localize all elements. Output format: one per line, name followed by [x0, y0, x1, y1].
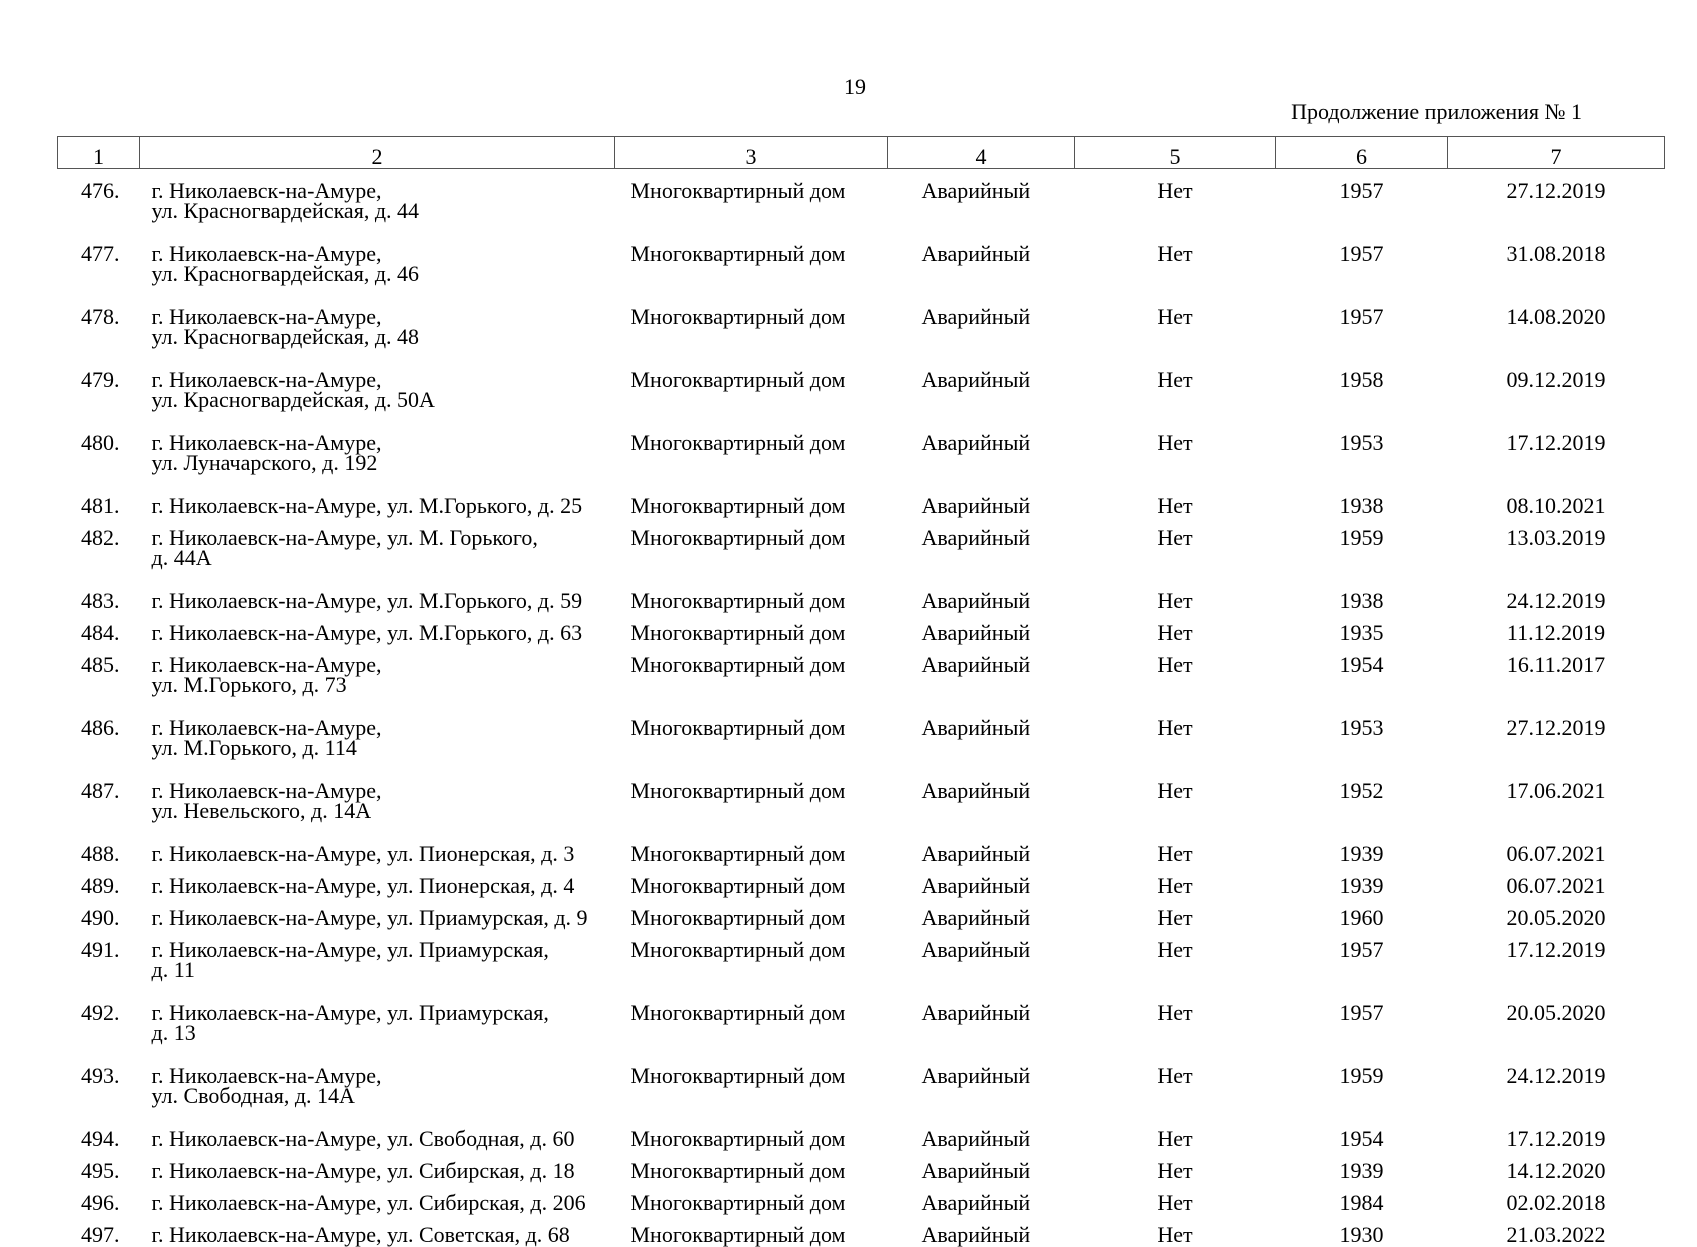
address-cell — [140, 643, 615, 706]
condition-cell: Аварийный — [921, 778, 1031, 803]
address-line: ул. Красногвардейская, д. 46 — [151, 261, 420, 286]
flag-cell: Нет — [1157, 525, 1193, 550]
address-cell — [140, 169, 615, 233]
address-line: ул. Свободная, д. 14А — [151, 1083, 355, 1108]
address-line: г. Николаевск-на-Амуре, — [151, 304, 382, 329]
address-cell — [140, 611, 615, 643]
address-cell — [140, 1149, 615, 1181]
table-row — [58, 769, 1665, 832]
building-type-cell: Многоквартирный дом — [630, 905, 846, 930]
flag-cell: Нет — [1157, 873, 1193, 898]
condition-cell: Аварийный — [921, 178, 1031, 203]
address-cell — [140, 232, 615, 295]
address-cell — [140, 864, 615, 896]
address-cell — [140, 1054, 615, 1117]
condition-cell: Аварийный — [921, 1000, 1031, 1025]
date-cell: 09.12.2019 — [1506, 367, 1606, 392]
address-line: ул. Красногвардейская, д. 44 — [151, 198, 420, 223]
year-built-cell: 1954 — [1339, 1126, 1384, 1151]
flag-cell: Нет — [1157, 620, 1193, 645]
address-line: г. Николаевск-на-Амуре, — [151, 778, 382, 803]
condition-cell: Аварийный — [921, 304, 1031, 329]
building-type-cell: Многоквартирный дом — [630, 1126, 846, 1151]
year-built-cell: 1957 — [1339, 241, 1384, 266]
address-cell — [140, 358, 615, 421]
condition-cell: Аварийный — [921, 588, 1031, 613]
table-row — [58, 864, 1665, 896]
date-cell: 17.12.2019 — [1506, 937, 1606, 962]
address-line: г. Николаевск-на-Амуре, ул. Свободная, д. 60 — [151, 1126, 575, 1151]
date-cell: 20.05.2020 — [1506, 1000, 1606, 1025]
building-type-cell: Многоквартирный дом — [630, 304, 846, 329]
row-number: 489. — [81, 873, 120, 898]
flag-cell: Нет — [1157, 937, 1193, 962]
table-row — [58, 1149, 1665, 1181]
building-type-cell: Многоквартирный дом — [630, 493, 846, 518]
row-number: 476. — [81, 178, 120, 203]
column-header: 3 — [615, 137, 888, 169]
flag-cell: Нет — [1157, 1126, 1193, 1151]
page-number: 19 — [844, 74, 866, 99]
row-number: 482. — [81, 525, 120, 550]
building-type-cell: Многоквартирный дом — [630, 1190, 846, 1215]
building-type-cell: Многоквартирный дом — [630, 178, 846, 203]
flag-cell: Нет — [1157, 178, 1193, 203]
year-built-cell: 1959 — [1339, 1063, 1384, 1088]
address-cell — [140, 896, 615, 928]
row-number: 488. — [81, 841, 120, 866]
address-line: г. Николаевск-на-Амуре, — [151, 367, 382, 392]
building-type-cell: Многоквартирный дом — [630, 430, 846, 455]
building-type-cell: Многоквартирный дом — [630, 620, 846, 645]
date-cell: 11.12.2019 — [1506, 620, 1606, 645]
address-line: г. Николаевск-на-Амуре, — [151, 241, 382, 266]
row-number: 478. — [81, 304, 120, 329]
flag-cell: Нет — [1157, 778, 1193, 803]
column-header: 7 — [1448, 137, 1665, 169]
building-type-cell: Многоквартирный дом — [630, 1158, 846, 1183]
flag-cell: Нет — [1157, 1000, 1193, 1025]
address-cell — [140, 579, 615, 611]
year-built-cell: 1930 — [1339, 1222, 1384, 1247]
address-line: г. Николаевск-на-Амуре, ул. Сибирская, д. 18 — [151, 1158, 575, 1183]
flag-cell: Нет — [1157, 241, 1193, 266]
year-built-cell: 1938 — [1339, 493, 1384, 518]
date-cell: 17.12.2019 — [1506, 430, 1606, 455]
building-type-cell: Многоквартирный дом — [630, 588, 846, 613]
address-line: г. Николаевск-на-Амуре, — [151, 1063, 382, 1088]
flag-cell: Нет — [1157, 304, 1193, 329]
address-cell — [140, 706, 615, 769]
address-line: г. Николаевск-на-Амуре, ул. Сибирская, д. 206 — [151, 1190, 586, 1215]
address-line: ул. М.Горького, д. 73 — [151, 672, 347, 697]
row-number: 484. — [81, 620, 120, 645]
building-type-cell: Многоквартирный дом — [630, 778, 846, 803]
condition-cell: Аварийный — [921, 1063, 1031, 1088]
table-row — [58, 232, 1665, 295]
building-type-cell: Многоквартирный дом — [630, 367, 846, 392]
address-line: г. Николаевск-на-Амуре, — [151, 652, 382, 677]
address-line: ул. Луначарского, д. 192 — [151, 450, 378, 475]
year-built-cell: 1953 — [1339, 715, 1384, 740]
table-row — [58, 169, 1665, 233]
address-cell — [140, 484, 615, 516]
column-header: 5 — [1075, 137, 1276, 169]
row-number: 492. — [81, 1000, 120, 1025]
table-row — [58, 579, 1665, 611]
table-header-row — [58, 137, 1665, 169]
address-line: г. Николаевск-на-Амуре, ул. Пионерская, д. 3 — [151, 841, 575, 866]
condition-cell: Аварийный — [921, 873, 1031, 898]
address-line: д. 11 — [151, 957, 195, 982]
date-cell: 24.12.2019 — [1506, 588, 1606, 613]
year-built-cell: 1954 — [1339, 652, 1384, 677]
condition-cell: Аварийный — [921, 1158, 1031, 1183]
table-row — [58, 928, 1665, 991]
address-line: г. Николаевск-на-Амуре, ул. М.Горького, д. 25 — [151, 493, 583, 518]
address-cell — [140, 516, 615, 579]
year-built-cell: 1939 — [1339, 873, 1384, 898]
building-type-cell: Многоквартирный дом — [630, 937, 846, 962]
year-built-cell: 1957 — [1339, 1000, 1384, 1025]
year-built-cell: 1957 — [1339, 178, 1384, 203]
row-number: 477. — [81, 241, 120, 266]
table-row — [58, 1213, 1665, 1245]
table-body — [58, 169, 1665, 1246]
column-header: 4 — [888, 137, 1075, 169]
address-cell — [140, 1181, 615, 1213]
address-line: г. Николаевск-на-Амуре, ул. М. Горького, — [151, 525, 538, 550]
address-cell — [140, 421, 615, 484]
address-line: г. Николаевск-на-Амуре, — [151, 430, 382, 455]
year-built-cell: 1935 — [1339, 620, 1384, 645]
table-row — [58, 706, 1665, 769]
column-header: 6 — [1276, 137, 1448, 169]
building-type-cell: Многоквартирный дом — [630, 1222, 846, 1247]
condition-cell: Аварийный — [921, 1126, 1031, 1151]
row-number: 493. — [81, 1063, 120, 1088]
condition-cell: Аварийный — [921, 367, 1031, 392]
condition-cell: Аварийный — [921, 493, 1031, 518]
address-line: ул. Невельского, д. 14А — [151, 798, 372, 823]
table-row — [58, 1181, 1665, 1213]
flag-cell: Нет — [1157, 652, 1193, 677]
column-header: 2 — [140, 137, 615, 169]
date-cell: 31.08.2018 — [1506, 241, 1606, 266]
address-cell — [140, 832, 615, 864]
building-type-cell: Многоквартирный дом — [630, 1000, 846, 1025]
building-type-cell: Многоквартирный дом — [630, 1063, 846, 1088]
condition-cell: Аварийный — [921, 620, 1031, 645]
row-number: 481. — [81, 493, 120, 518]
address-line: г. Николаевск-на-Амуре, ул. М.Горького, д. 63 — [151, 620, 583, 645]
row-number: 487. — [81, 778, 120, 803]
flag-cell: Нет — [1157, 367, 1193, 392]
flag-cell: Нет — [1157, 430, 1193, 455]
condition-cell: Аварийный — [921, 715, 1031, 740]
address-line: г. Николаевск-на-Амуре, ул. Советская, д. 68 — [151, 1222, 570, 1247]
year-built-cell: 1952 — [1339, 778, 1384, 803]
row-number: 486. — [81, 715, 120, 740]
condition-cell: Аварийный — [921, 1190, 1031, 1215]
address-line: ул. М.Горького, д. 114 — [151, 735, 357, 760]
year-built-cell: 1939 — [1339, 841, 1384, 866]
condition-cell: Аварийный — [921, 937, 1031, 962]
flag-cell: Нет — [1157, 1063, 1193, 1088]
date-cell: 13.03.2019 — [1506, 525, 1606, 550]
condition-cell: Аварийный — [921, 652, 1031, 677]
date-cell: 06.07.2021 — [1506, 873, 1606, 898]
year-built-cell: 1939 — [1339, 1158, 1384, 1183]
table-row — [58, 358, 1665, 421]
flag-cell: Нет — [1157, 1222, 1193, 1247]
flag-cell: Нет — [1157, 493, 1193, 518]
building-type-cell: Многоквартирный дом — [630, 241, 846, 266]
row-number: 496. — [81, 1190, 120, 1215]
appendix-continuation-label: Продолжение приложения № 1 — [1291, 99, 1582, 124]
address-cell — [140, 769, 615, 832]
row-number: 497. — [81, 1222, 120, 1247]
condition-cell: Аварийный — [921, 841, 1031, 866]
date-cell: 20.05.2020 — [1506, 905, 1606, 930]
date-cell: 14.12.2020 — [1506, 1158, 1606, 1183]
flag-cell: Нет — [1157, 1190, 1193, 1215]
date-cell: 16.11.2017 — [1506, 652, 1606, 677]
condition-cell: Аварийный — [921, 241, 1031, 266]
date-cell: 06.07.2021 — [1506, 841, 1606, 866]
date-cell: 02.02.2018 — [1506, 1190, 1606, 1215]
flag-cell: Нет — [1157, 588, 1193, 613]
address-line: г. Николаевск-на-Амуре, ул. Приамурская, — [151, 937, 549, 962]
table-row — [58, 1054, 1665, 1117]
address-line: г. Николаевск-на-Амуре, — [151, 178, 382, 203]
row-number: 483. — [81, 588, 120, 613]
condition-cell: Аварийный — [921, 905, 1031, 930]
row-number: 494. — [81, 1126, 120, 1151]
year-built-cell: 1953 — [1339, 430, 1384, 455]
year-built-cell: 1957 — [1339, 937, 1384, 962]
condition-cell: Аварийный — [921, 430, 1031, 455]
flag-cell: Нет — [1157, 1158, 1193, 1183]
housing-registry-table — [57, 136, 1665, 1245]
date-cell: 17.06.2021 — [1506, 778, 1606, 803]
building-type-cell: Многоквартирный дом — [630, 525, 846, 550]
year-built-cell: 1958 — [1339, 367, 1384, 392]
table-row — [58, 516, 1665, 579]
row-number: 491. — [81, 937, 120, 962]
row-number: 490. — [81, 905, 120, 930]
table-row — [58, 896, 1665, 928]
table-row — [58, 643, 1665, 706]
address-line: д. 13 — [151, 1020, 196, 1045]
year-built-cell: 1960 — [1339, 905, 1384, 930]
table-row — [58, 421, 1665, 484]
year-built-cell: 1938 — [1339, 588, 1384, 613]
address-line: г. Николаевск-на-Амуре, — [151, 715, 382, 740]
table-row — [58, 1117, 1665, 1149]
address-line: г. Николаевск-на-Амуре, ул. Приамурская, д. 9 — [151, 905, 588, 930]
address-cell — [140, 295, 615, 358]
year-built-cell: 1957 — [1339, 304, 1384, 329]
building-type-cell: Многоквартирный дом — [630, 841, 846, 866]
address-cell — [140, 1117, 615, 1149]
address-line: ул. Красногвардейская, д. 48 — [151, 324, 420, 349]
table-row — [58, 991, 1665, 1054]
flag-cell: Нет — [1157, 841, 1193, 866]
date-cell: 08.10.2021 — [1506, 493, 1606, 518]
condition-cell: Аварийный — [921, 525, 1031, 550]
address-line: г. Николаевск-на-Амуре, ул. Пионерская, д. 4 — [151, 873, 575, 898]
building-type-cell: Многоквартирный дом — [630, 715, 846, 740]
date-cell: 14.08.2020 — [1506, 304, 1606, 329]
date-cell: 27.12.2019 — [1506, 715, 1606, 740]
flag-cell: Нет — [1157, 715, 1193, 740]
year-built-cell: 1959 — [1339, 525, 1384, 550]
flag-cell: Нет — [1157, 905, 1193, 930]
row-number: 485. — [81, 652, 120, 677]
year-built-cell: 1984 — [1339, 1190, 1384, 1215]
address-cell — [140, 991, 615, 1054]
address-cell — [140, 928, 615, 991]
condition-cell: Аварийный — [921, 1222, 1031, 1247]
date-cell: 21.03.2022 — [1506, 1222, 1606, 1247]
address-line: д. 44А — [151, 545, 212, 570]
building-type-cell: Многоквартирный дом — [630, 652, 846, 677]
address-line: г. Николаевск-на-Амуре, ул. Приамурская, — [151, 1000, 549, 1025]
table-row — [58, 295, 1665, 358]
date-cell: 27.12.2019 — [1506, 178, 1606, 203]
address-line: г. Николаевск-на-Амуре, ул. М.Горького, д. 59 — [151, 588, 583, 613]
row-number: 480. — [81, 430, 120, 455]
table-row — [58, 611, 1665, 643]
table-row — [58, 484, 1665, 516]
column-header: 1 — [58, 137, 140, 169]
row-number: 479. — [81, 367, 120, 392]
date-cell: 24.12.2019 — [1506, 1063, 1606, 1088]
address-line: ул. Красногвардейская, д. 50А — [151, 387, 435, 412]
row-number: 495. — [81, 1158, 120, 1183]
date-cell: 17.12.2019 — [1506, 1126, 1606, 1151]
building-type-cell: Многоквартирный дом — [630, 873, 846, 898]
address-cell — [140, 1213, 615, 1245]
table-row — [58, 832, 1665, 864]
